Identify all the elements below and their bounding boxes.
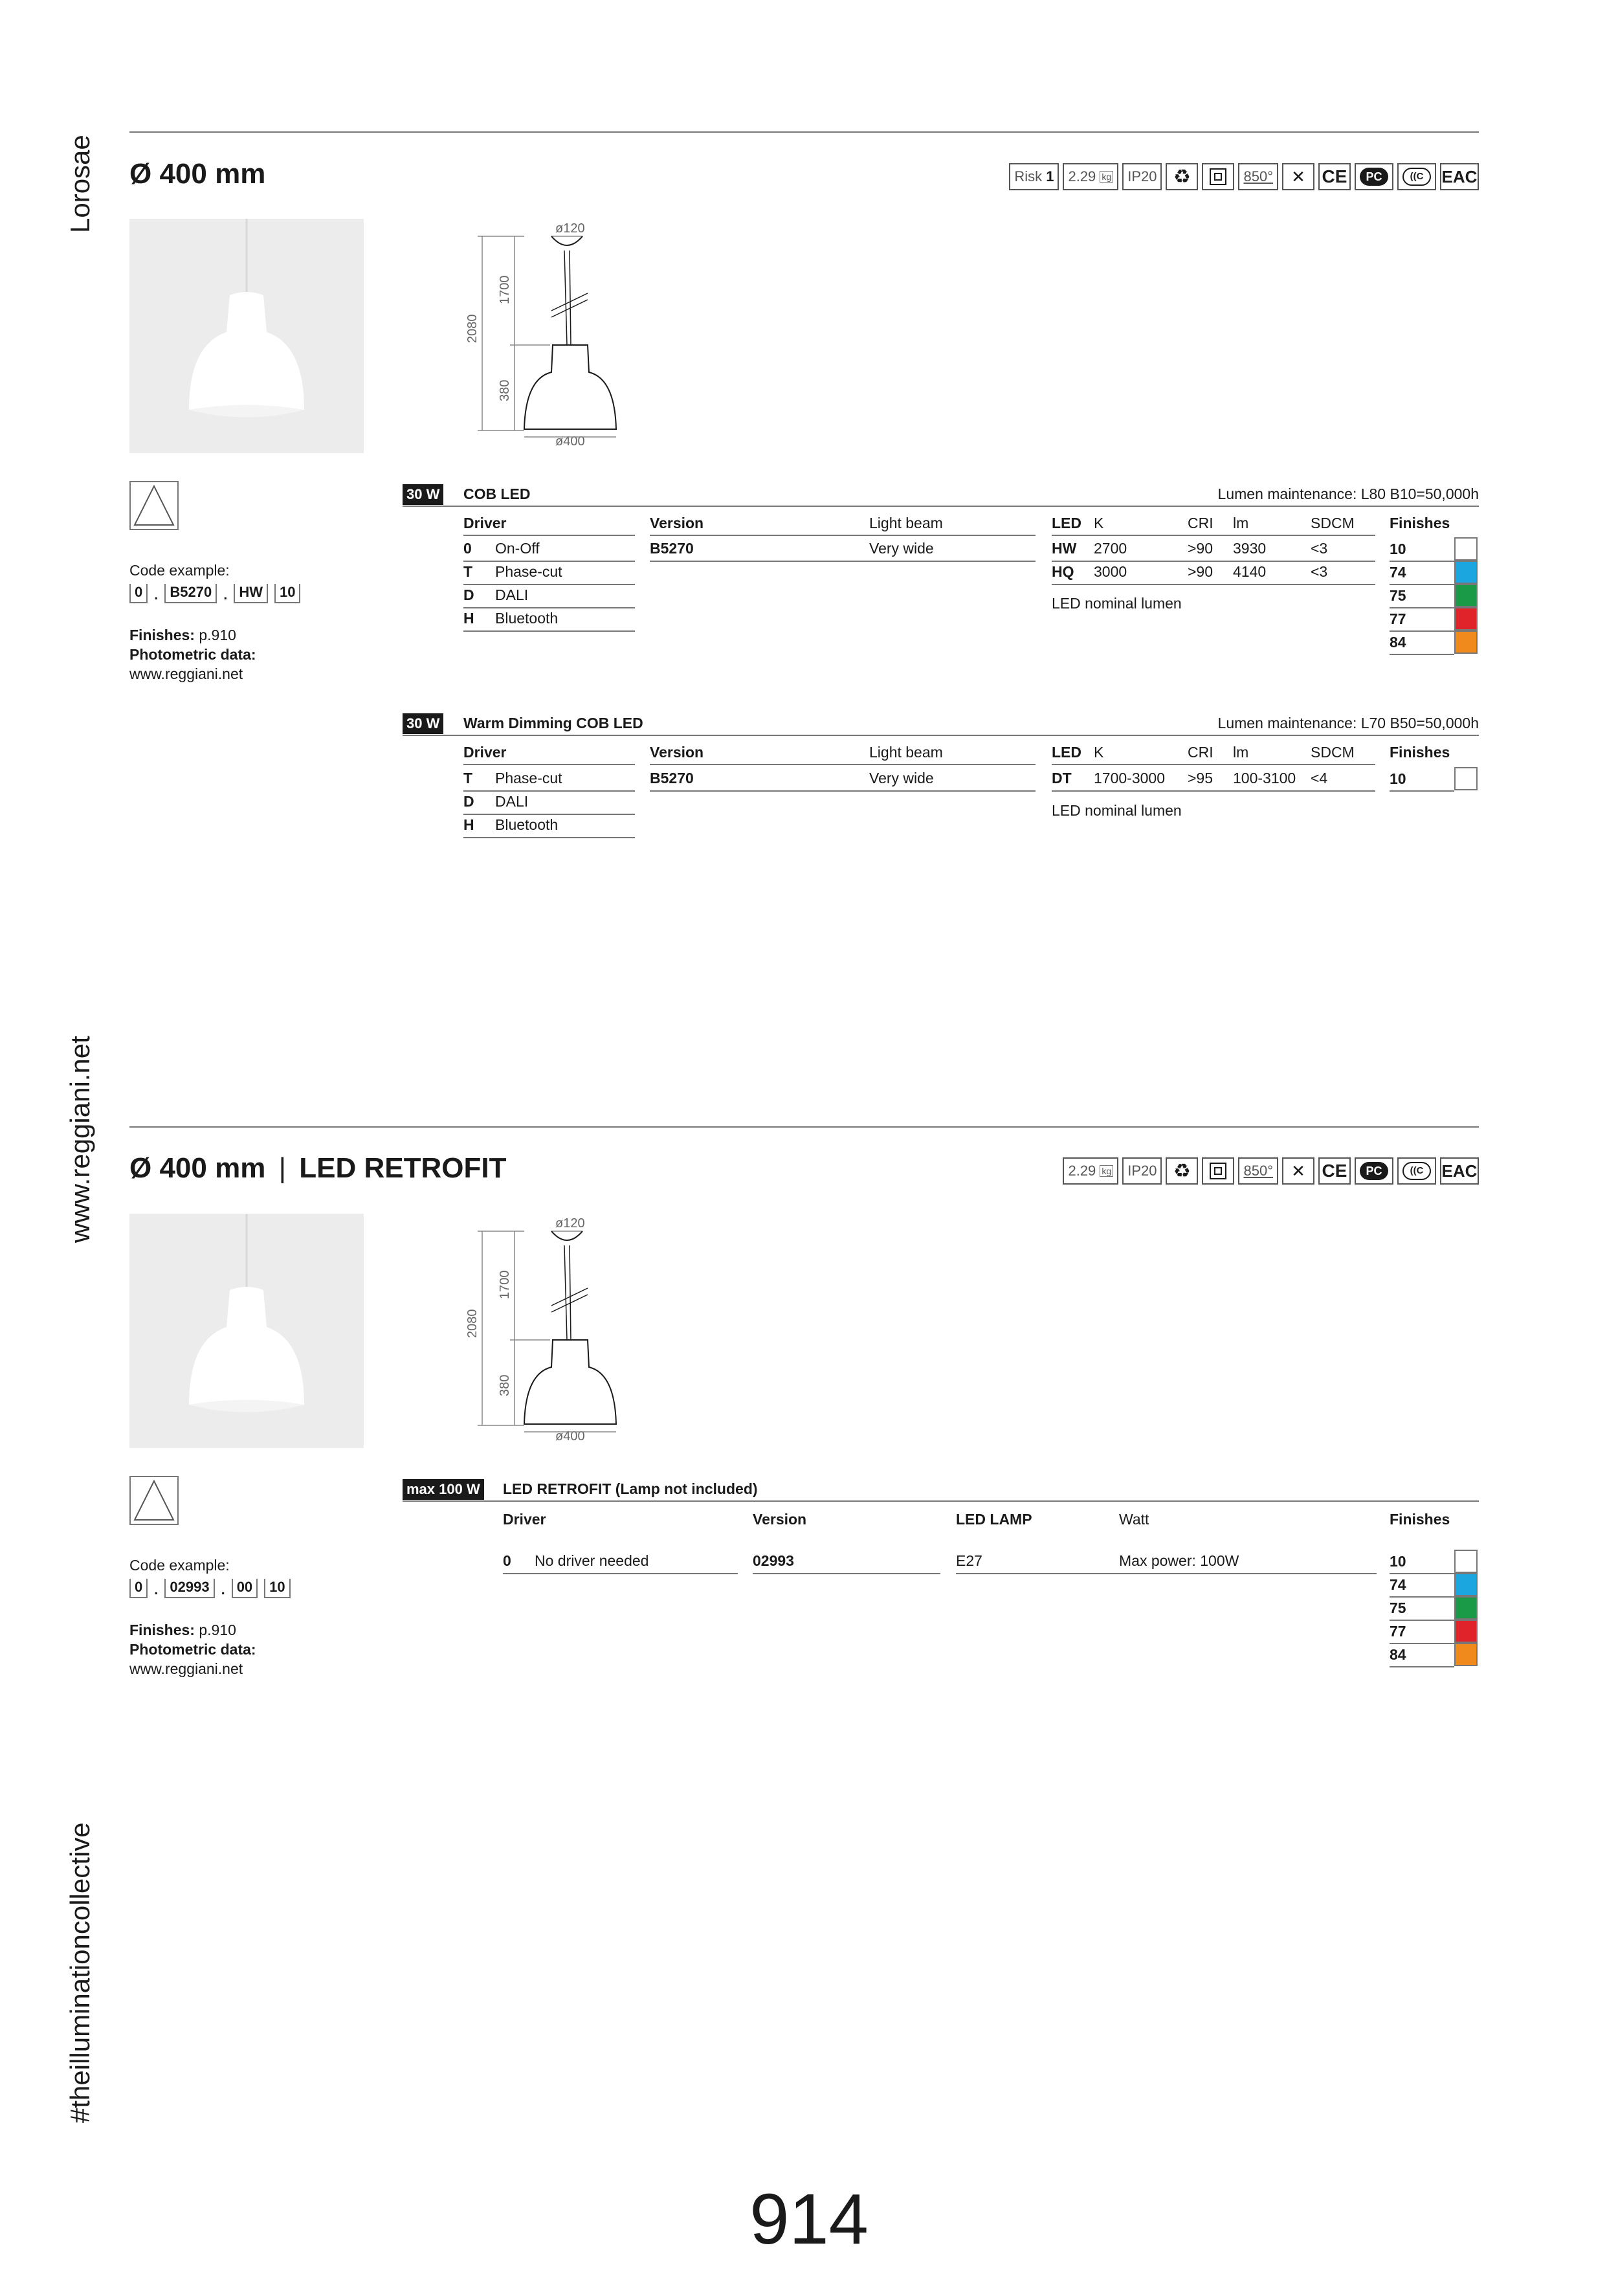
section2-photometric-link[interactable]: www.reggiani.net xyxy=(129,1660,243,1677)
block3-version-value: 02993 xyxy=(753,1552,794,1569)
block1-driver-name: On-Off xyxy=(495,540,540,557)
block2-driver-code: H xyxy=(463,816,474,833)
section1-technical-drawing xyxy=(453,217,621,447)
code-part-version: 02993 xyxy=(164,1579,214,1598)
section2-top-rule xyxy=(129,1126,1479,1128)
block2-col-cri: CRI xyxy=(1188,744,1214,761)
block3-finish-code: 74 xyxy=(1390,1576,1406,1593)
enec-mark-icon: ((C xyxy=(1397,163,1436,190)
page-number: 914 xyxy=(749,2179,869,2259)
block1-led-lm: 3930 xyxy=(1233,540,1267,557)
block1-driver-name: Bluetooth xyxy=(495,610,559,627)
block1-version-rule xyxy=(650,561,1036,562)
block1-header-underline-led xyxy=(1052,535,1375,536)
block2-col-sdcm: SDCM xyxy=(1311,744,1355,761)
glow-wire-badge: 850° xyxy=(1238,1157,1278,1185)
block2-col-led: LED xyxy=(1052,744,1081,761)
block2-version-rule xyxy=(650,790,1036,792)
recycle-icon: ♻ xyxy=(1166,1157,1198,1185)
block3-finish-rule xyxy=(1390,1573,1454,1574)
drawing-total-height: 2080 xyxy=(465,1309,480,1338)
block1-driver-code: 0 xyxy=(463,540,472,557)
block3-lamp-rule xyxy=(956,1573,1377,1574)
block1-finish-code: 75 xyxy=(1390,587,1406,604)
block1-col-cri: CRI xyxy=(1188,515,1214,531)
drawing-top-diameter: ø120 xyxy=(555,221,585,236)
block1-finish-rule xyxy=(1390,654,1454,655)
block3-finish-swatch xyxy=(1454,1573,1478,1596)
block1-driver-name: Phase-cut xyxy=(495,563,562,580)
block1-led-cri: >90 xyxy=(1188,563,1214,580)
block1-col-finishes: Finishes xyxy=(1390,515,1450,531)
pct-mark-icon: PC xyxy=(1355,1157,1393,1185)
ce-mark-icon: CE xyxy=(1318,1157,1351,1185)
block1-finish-swatch xyxy=(1454,537,1478,561)
code-part-driver: 0 xyxy=(129,1579,148,1598)
block1-led-cri: >90 xyxy=(1188,540,1214,557)
section2-finishes-ref: Finishes: p.910 xyxy=(129,1622,236,1638)
block2-lumen-maintenance: Lumen maintenance: L70 B50=50,000h xyxy=(1217,715,1479,731)
drawing-body-height: 380 xyxy=(498,1374,512,1396)
block2-driver-name: Bluetooth xyxy=(495,816,559,833)
code-sep: . xyxy=(154,586,159,603)
block1-finish-code: 74 xyxy=(1390,564,1406,581)
drawing-total-height: 2080 xyxy=(465,314,480,343)
block2-driver-rule xyxy=(463,790,635,792)
block2-led-cri: >95 xyxy=(1188,770,1214,786)
block1-finish-swatch xyxy=(1454,561,1478,584)
ip-badge: IP20 xyxy=(1122,1157,1162,1185)
block2-col-version: Version xyxy=(650,744,704,761)
block1-driver-rule xyxy=(463,561,635,562)
block1-finish-rule xyxy=(1390,607,1454,608)
block3-col-finishes: Finishes xyxy=(1390,1511,1450,1528)
drawing-top-diameter: ø120 xyxy=(555,1216,585,1231)
code-part-finish: 10 xyxy=(264,1579,290,1598)
block1-col-lm: lm xyxy=(1233,515,1249,531)
block1-lumen-maintenance: Lumen maintenance: L80 B10=50,000h xyxy=(1217,485,1479,502)
side-website-label: www.reggiani.net xyxy=(65,1036,95,1243)
block1-header-underline-driver xyxy=(463,535,635,536)
block2-name: Warm Dimming COB LED xyxy=(463,715,643,731)
block1-finish-swatch xyxy=(1454,630,1478,654)
block3-finish-code: 84 xyxy=(1390,1646,1406,1663)
block3-watt-value: Max power: 100W xyxy=(1119,1552,1239,1569)
section2-title: Ø 400 mm | LED RETROFIT xyxy=(129,1152,507,1184)
block3-driver-name: No driver needed xyxy=(535,1552,649,1569)
block2-driver-rule xyxy=(463,837,635,838)
block2-version-value: B5270 xyxy=(650,770,694,786)
block2-led-note: LED nominal lumen xyxy=(1052,802,1182,819)
block3-finish-code: 10 xyxy=(1390,1553,1406,1570)
block1-header-rule xyxy=(403,506,1479,507)
block1-col-sdcm: SDCM xyxy=(1311,515,1355,531)
section1-code-example-label: Code example: xyxy=(129,562,230,579)
code-sep: . xyxy=(221,1581,225,1598)
section2-beam-symbol xyxy=(129,1476,179,1525)
block1-led-rule xyxy=(1052,561,1375,562)
block1-led-sdcm: <3 xyxy=(1311,563,1328,580)
pendant-lamp-photo-icon xyxy=(129,1214,364,1448)
code-part-lamp: 00 xyxy=(232,1579,258,1598)
drawing-bottom-diameter: ø400 xyxy=(555,434,585,447)
section1-photometric-link[interactable]: www.reggiani.net xyxy=(129,665,243,682)
block1-col-k: K xyxy=(1094,515,1104,531)
block3-finish-swatch xyxy=(1454,1550,1478,1573)
block3-version-rule xyxy=(753,1573,940,1574)
section1-product-photo xyxy=(129,219,364,453)
eac-mark-icon: EAC xyxy=(1440,163,1479,190)
section2-photometric-label: Photometric data: xyxy=(129,1641,256,1658)
block1-col-version: Version xyxy=(650,515,704,531)
drawing-bottom-diameter: ø400 xyxy=(555,1429,585,1442)
block1-col-led: LED xyxy=(1052,515,1081,531)
block2-header-underline-led xyxy=(1052,764,1375,765)
block3-col-watt: Watt xyxy=(1119,1511,1149,1528)
block3-col-lamp: LED LAMP xyxy=(956,1511,1032,1528)
block2-beam-value: Very wide xyxy=(869,770,934,786)
block2-led-k: 1700-3000 xyxy=(1094,770,1165,786)
code-part-driver: 0 xyxy=(129,584,148,603)
block3-finish-swatch xyxy=(1454,1643,1478,1666)
block1-driver-code: T xyxy=(463,563,473,580)
block1-driver-rule xyxy=(463,584,635,585)
block3-header-rule xyxy=(403,1500,1479,1502)
block3-driver-rule xyxy=(503,1573,738,1574)
eac-mark-icon: EAC xyxy=(1440,1157,1479,1185)
block1-driver-code: H xyxy=(463,610,474,627)
block2-finish-swatch xyxy=(1454,767,1478,790)
pct-mark-icon: PC xyxy=(1355,163,1393,190)
section1-beam-symbol xyxy=(129,481,179,530)
block1-finish-rule xyxy=(1390,561,1454,562)
block1-finish-swatch xyxy=(1454,584,1478,607)
block2-finish-code: 10 xyxy=(1390,770,1406,787)
block2-driver-name: Phase-cut xyxy=(495,770,562,786)
block1-led-note: LED nominal lumen xyxy=(1052,595,1182,612)
block2-col-lm: lm xyxy=(1233,744,1249,761)
block1-led-lm: 4140 xyxy=(1233,563,1267,580)
weight-kg-icon: kg xyxy=(1100,1165,1113,1177)
block3-name: LED RETROFIT (Lamp not included) xyxy=(503,1480,758,1497)
section2-code-example-label: Code example: xyxy=(129,1557,230,1574)
light-cone-icon xyxy=(131,1477,177,1524)
code-part-version: B5270 xyxy=(164,584,217,603)
block1-driver-rule xyxy=(463,607,635,608)
glow-wire-badge: 850° xyxy=(1238,163,1278,190)
risk-badge: Risk 1 xyxy=(1009,163,1059,190)
block1-finish-swatch xyxy=(1454,607,1478,630)
block3-finish-rule xyxy=(1390,1643,1454,1644)
weight-badge: 2.29 kg xyxy=(1063,1157,1118,1185)
block3-lamp-value: E27 xyxy=(956,1552,982,1569)
block1-finish-code: 77 xyxy=(1390,610,1406,627)
drawing-cable-height: 1700 xyxy=(498,275,512,304)
weight-kg-icon: kg xyxy=(1100,171,1113,183)
block1-driver-code: D xyxy=(463,586,474,603)
block3-finish-swatch xyxy=(1454,1620,1478,1643)
block1-finish-code: 84 xyxy=(1390,634,1406,651)
block2-header-underline-version xyxy=(650,764,1036,765)
block2-driver-rule xyxy=(463,814,635,815)
block2-driver-code: D xyxy=(463,793,474,810)
block1-led-sdcm: <3 xyxy=(1311,540,1328,557)
enec-mark-icon: ((C xyxy=(1397,1157,1436,1185)
pendant-lamp-photo-icon xyxy=(129,219,364,453)
block2-finish-rule xyxy=(1390,790,1454,792)
block2-driver-name: DALI xyxy=(495,793,529,810)
block2-col-beam: Light beam xyxy=(869,744,943,761)
section1-code-example xyxy=(129,584,300,603)
block3-finish-rule xyxy=(1390,1620,1454,1621)
block2-led-lm: 100-3100 xyxy=(1233,770,1296,786)
block1-led-rule xyxy=(1052,584,1375,585)
block3-finish-code: 77 xyxy=(1390,1623,1406,1640)
drawing-body-height: 380 xyxy=(498,379,512,401)
block1-finish-rule xyxy=(1390,630,1454,632)
no-covering-icon: ✕ xyxy=(1282,1157,1314,1185)
block1-col-beam: Light beam xyxy=(869,515,943,531)
block2-col-k: K xyxy=(1094,744,1104,761)
section2-technical-drawing xyxy=(453,1212,621,1442)
block1-led-code: HW xyxy=(1052,540,1077,557)
class2-icon xyxy=(1202,163,1234,190)
block3-watt-tag: max 100 W xyxy=(403,1479,484,1500)
section1-finishes-ref: Finishes: p.910 xyxy=(129,627,236,643)
class2-icon xyxy=(1202,1157,1234,1185)
section2-code-example xyxy=(129,1579,291,1598)
block1-led-code: HQ xyxy=(1052,563,1074,580)
block3-finish-rule xyxy=(1390,1596,1454,1598)
code-sep: . xyxy=(223,586,228,603)
block1-driver-name: DALI xyxy=(495,586,529,603)
block1-name: COB LED xyxy=(463,485,531,502)
code-part-finish: 10 xyxy=(274,584,300,603)
block2-watt-tag: 30 W xyxy=(403,713,443,734)
light-cone-icon xyxy=(131,482,177,529)
side-hashtag-label: #theilluminationcollective xyxy=(65,1822,95,2123)
block1-finish-rule xyxy=(1390,584,1454,585)
ip-badge: IP20 xyxy=(1122,163,1162,190)
block2-header-underline-driver xyxy=(463,764,635,765)
no-covering-icon: ✕ xyxy=(1282,163,1314,190)
block1-watt-tag: 30 W xyxy=(403,484,443,505)
block1-col-driver: Driver xyxy=(463,515,507,531)
block2-driver-code: T xyxy=(463,770,473,786)
section2-cert-badges xyxy=(1063,1157,1479,1185)
recycle-icon: ♻ xyxy=(1166,163,1198,190)
block2-led-rule xyxy=(1052,790,1375,792)
weight-badge: 2.29 kg xyxy=(1063,163,1118,190)
section1-title: Ø 400 mm xyxy=(129,158,266,190)
code-sep: . xyxy=(154,1581,159,1598)
section2-product-photo xyxy=(129,1214,364,1448)
code-part-led: HW xyxy=(234,584,268,603)
block1-beam-value: Very wide xyxy=(869,540,934,557)
block1-led-k: 3000 xyxy=(1094,563,1127,580)
block1-version-value: B5270 xyxy=(650,540,694,557)
block3-col-version: Version xyxy=(753,1511,807,1528)
section1-cert-badges xyxy=(1009,163,1479,190)
block2-led-code: DT xyxy=(1052,770,1072,786)
drawing-cable-height: 1700 xyxy=(498,1270,512,1299)
block2-led-sdcm: <4 xyxy=(1311,770,1328,786)
block3-col-driver: Driver xyxy=(503,1511,546,1528)
block3-finish-code: 75 xyxy=(1390,1599,1406,1616)
block2-col-driver: Driver xyxy=(463,744,507,761)
block2-header-rule xyxy=(403,735,1479,736)
block1-finish-code: 10 xyxy=(1390,541,1406,557)
section1-photometric-label: Photometric data: xyxy=(129,646,256,663)
block1-driver-rule xyxy=(463,630,635,632)
block3-finish-swatch xyxy=(1454,1596,1478,1620)
ce-mark-icon: CE xyxy=(1318,163,1351,190)
block2-col-finishes: Finishes xyxy=(1390,744,1450,761)
block3-finish-rule xyxy=(1390,1666,1454,1667)
block1-header-underline-version xyxy=(650,535,1036,536)
block1-led-k: 2700 xyxy=(1094,540,1127,557)
side-family-label: Lorosae xyxy=(65,135,95,233)
block3-driver-code: 0 xyxy=(503,1552,511,1569)
section1-top-rule xyxy=(129,131,1479,133)
